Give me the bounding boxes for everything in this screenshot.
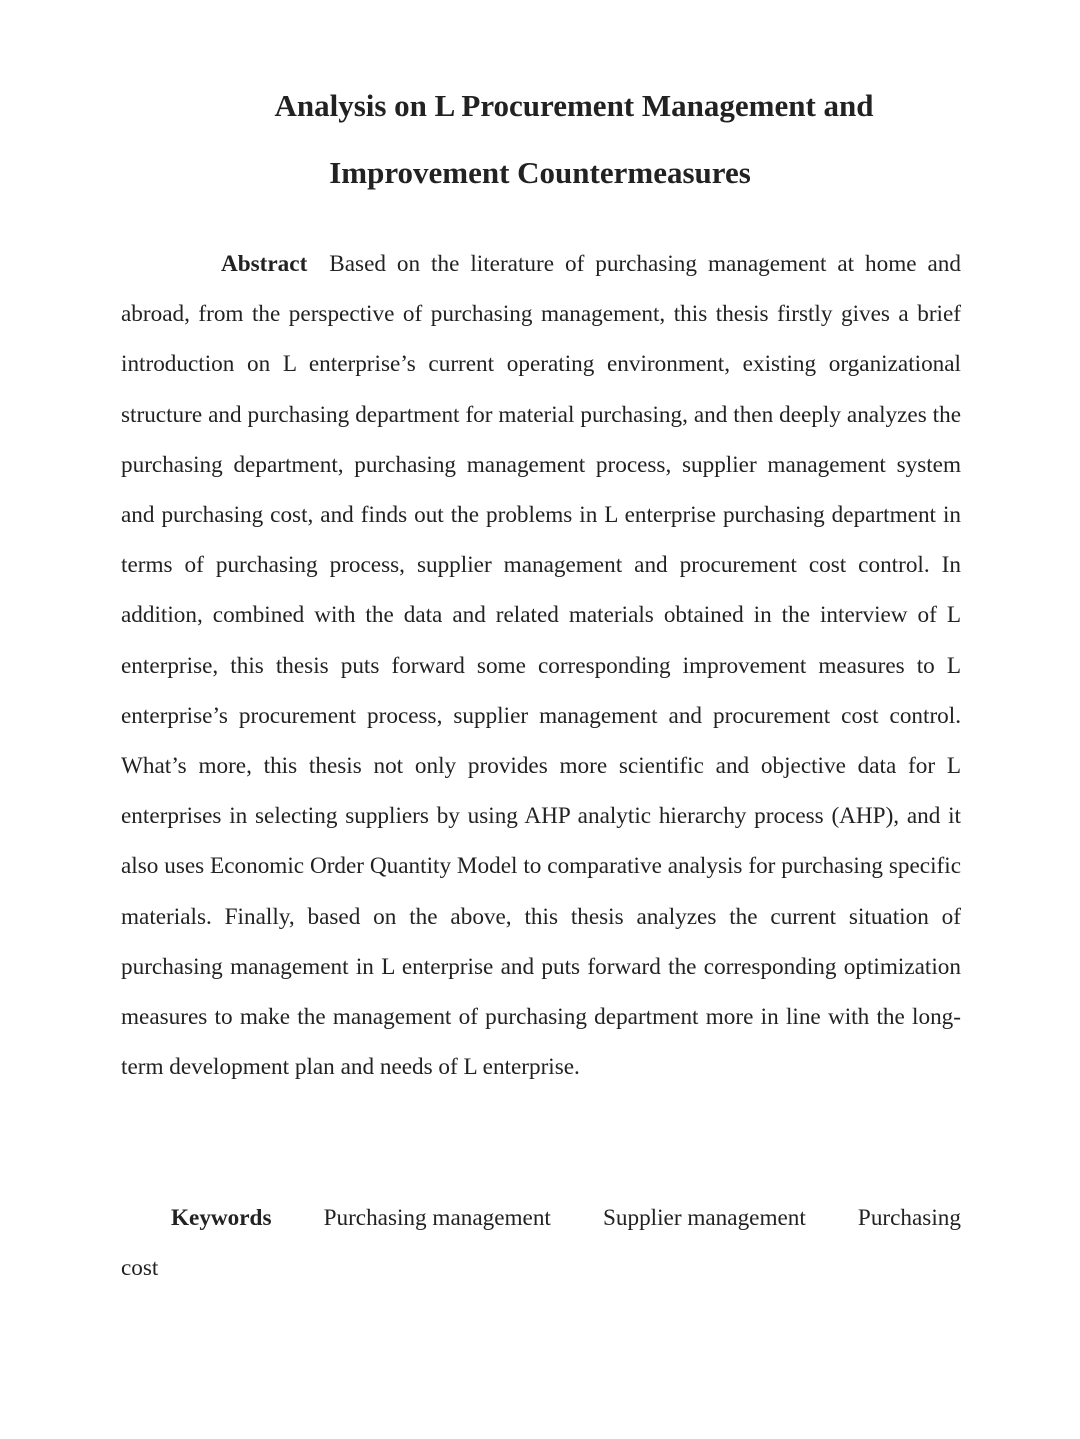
abstract-text: Based on the literature of purchasing management at home and abroad, from the perspective of purchasing management, this thesis firstly gives a brief introduction on L enterprise’s current operating environment, existing organizational structure and purchasing department for material purchasing, and then deeply analyzes the purchasing department, purchasing management process, supplier management system and purchasing cost, and finds out the problems in L enterprise purchasing department in terms of purchasing process, supplier management and procurement cost control. In addition, combined with the data and related materials obtained in the interview of L enterprise, this thesis puts forward some corresponding improvement measures to L enterprise’s procurement process, supplier management and procurement cost control. What’s more, this thesis not only provides more scientific and objective data for L enterprises in selecting suppliers by using AHP analytic hierarchy process (AHP), and it also uses Economic Order Quantity Model to comparative analysis for purchasing specific materials. Finally, based on the above, this thesis analyzes the current situation of purchasing management in L enterprise and puts forward the corresponding optimization measures to make the management of purchasing department more in line with the long-term development plan and needs of L enterprise. [121, 251, 961, 1081]
keyword-item: Supplier management [602, 1205, 806, 1231]
keywords-section [121, 1193, 961, 1293]
abstract-label: Abstract [221, 251, 308, 277]
abstract-paragraph [121, 239, 961, 1092]
keywords-continuation: cost [121, 1255, 159, 1282]
title-line-2: Improvement Countermeasures [329, 155, 751, 190]
keywords-label: Keywords [171, 1205, 272, 1231]
keyword-item: Purchasing management [323, 1205, 551, 1231]
keywords-row [121, 1193, 961, 1243]
title-line-1: Analysis on L Procurement Management and [274, 88, 874, 123]
keyword-item: Purchasing [857, 1205, 961, 1231]
